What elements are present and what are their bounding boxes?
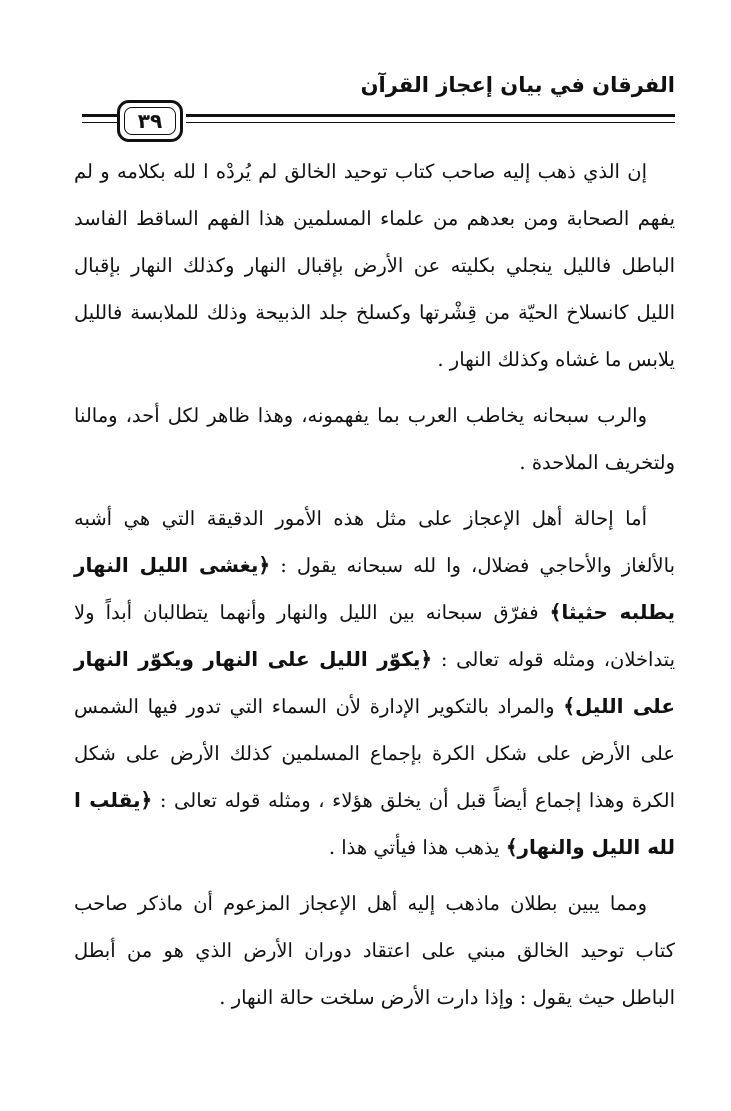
paragraph-segment: والرب سبحانه يخاطب العرب بما يفهمونه، وهذا ظاهر لكل أحد، ومالنا ولتخريف الملاحدة .	[74, 404, 675, 474]
page-number-frame	[117, 100, 183, 142]
header-rule-thin	[186, 122, 675, 123]
running-header-title: الفرقان في بيان إعجاز القرآن	[360, 73, 675, 97]
header-rule-thick	[186, 114, 675, 117]
paragraph-3	[74, 495, 675, 871]
quran-quote: ﴿يكوّر الليل على النهار ويكوّر النهار على الليل﴾	[74, 647, 675, 718]
paragraph-4	[74, 880, 675, 1021]
header-rule-left-thick	[82, 114, 118, 117]
quran-quote: ﴿يغشى الليل النهار يطلبه حثيثا﴾	[74, 553, 676, 624]
page-number: ٣٩	[124, 107, 176, 135]
paragraph-segment: ففرّق سبحانه بين الليل والنهار وأنهما يتطالبان أبداً ولا يتداخلان، ومثله قوله تعالى :	[74, 601, 675, 671]
paragraph-segment: يذهب هذا فيأتي هذا .	[328, 836, 506, 859]
body-text	[74, 148, 675, 1021]
paragraph-2	[74, 392, 675, 486]
paragraph-segment: أما إحالة أهل الإعجاز على مثل هذه الأمور الدقيقة التي هي أشبه بالألغاز والأحاجي فضلال، وا لله سبحانه يقول :	[74, 507, 675, 577]
paragraph-1	[74, 148, 675, 383]
paragraph-segment: ومما يبين بطلان ماذهب إليه أهل الإعجاز المزعوم أن ماذكر صاحب كتاب توحيد الخالق مبني على اعتقاد دوران الأرض الذي هو من أبطل الباطل حيث يقول : وإذا دارت الأرض سلخت حالة النهار .	[74, 892, 675, 1009]
quran-quote: ﴿يقلب ا لله الليل والنهار﴾	[74, 788, 675, 859]
paragraph-segment: إن الذي ذهب إليه صاحب كتاب توحيد الخالق لم يُردْه ا لله بكلامه و لم يفهم الصحابة ومن بعدهم من علماء المسلمين هذا الفهم الساقط الفاسد الباطل فالليل ينجلي بكليته عن الأرض بإقبال النهار وكذلك النهار بإقبال الليل كانسلاخ الحيّة من قِشْرتها وكسلخ جلد الذبيحة وذلك للملابسة فالليل يلابس ما غشاه وكذلك النهار .	[74, 160, 675, 371]
header-rule-left-thin	[82, 122, 118, 123]
paragraph-segment: والمراد بالتكوير الإدارة لأن السماء التي تدور فيها الشمس على الأرض على شكل الكرة بإجماع المسلمين كذلك الأرض على شكل الكرة وهذا إجماع أيضاً قبل أن يخلق هؤلاء ، ومثله قوله تعالى :	[74, 695, 676, 812]
